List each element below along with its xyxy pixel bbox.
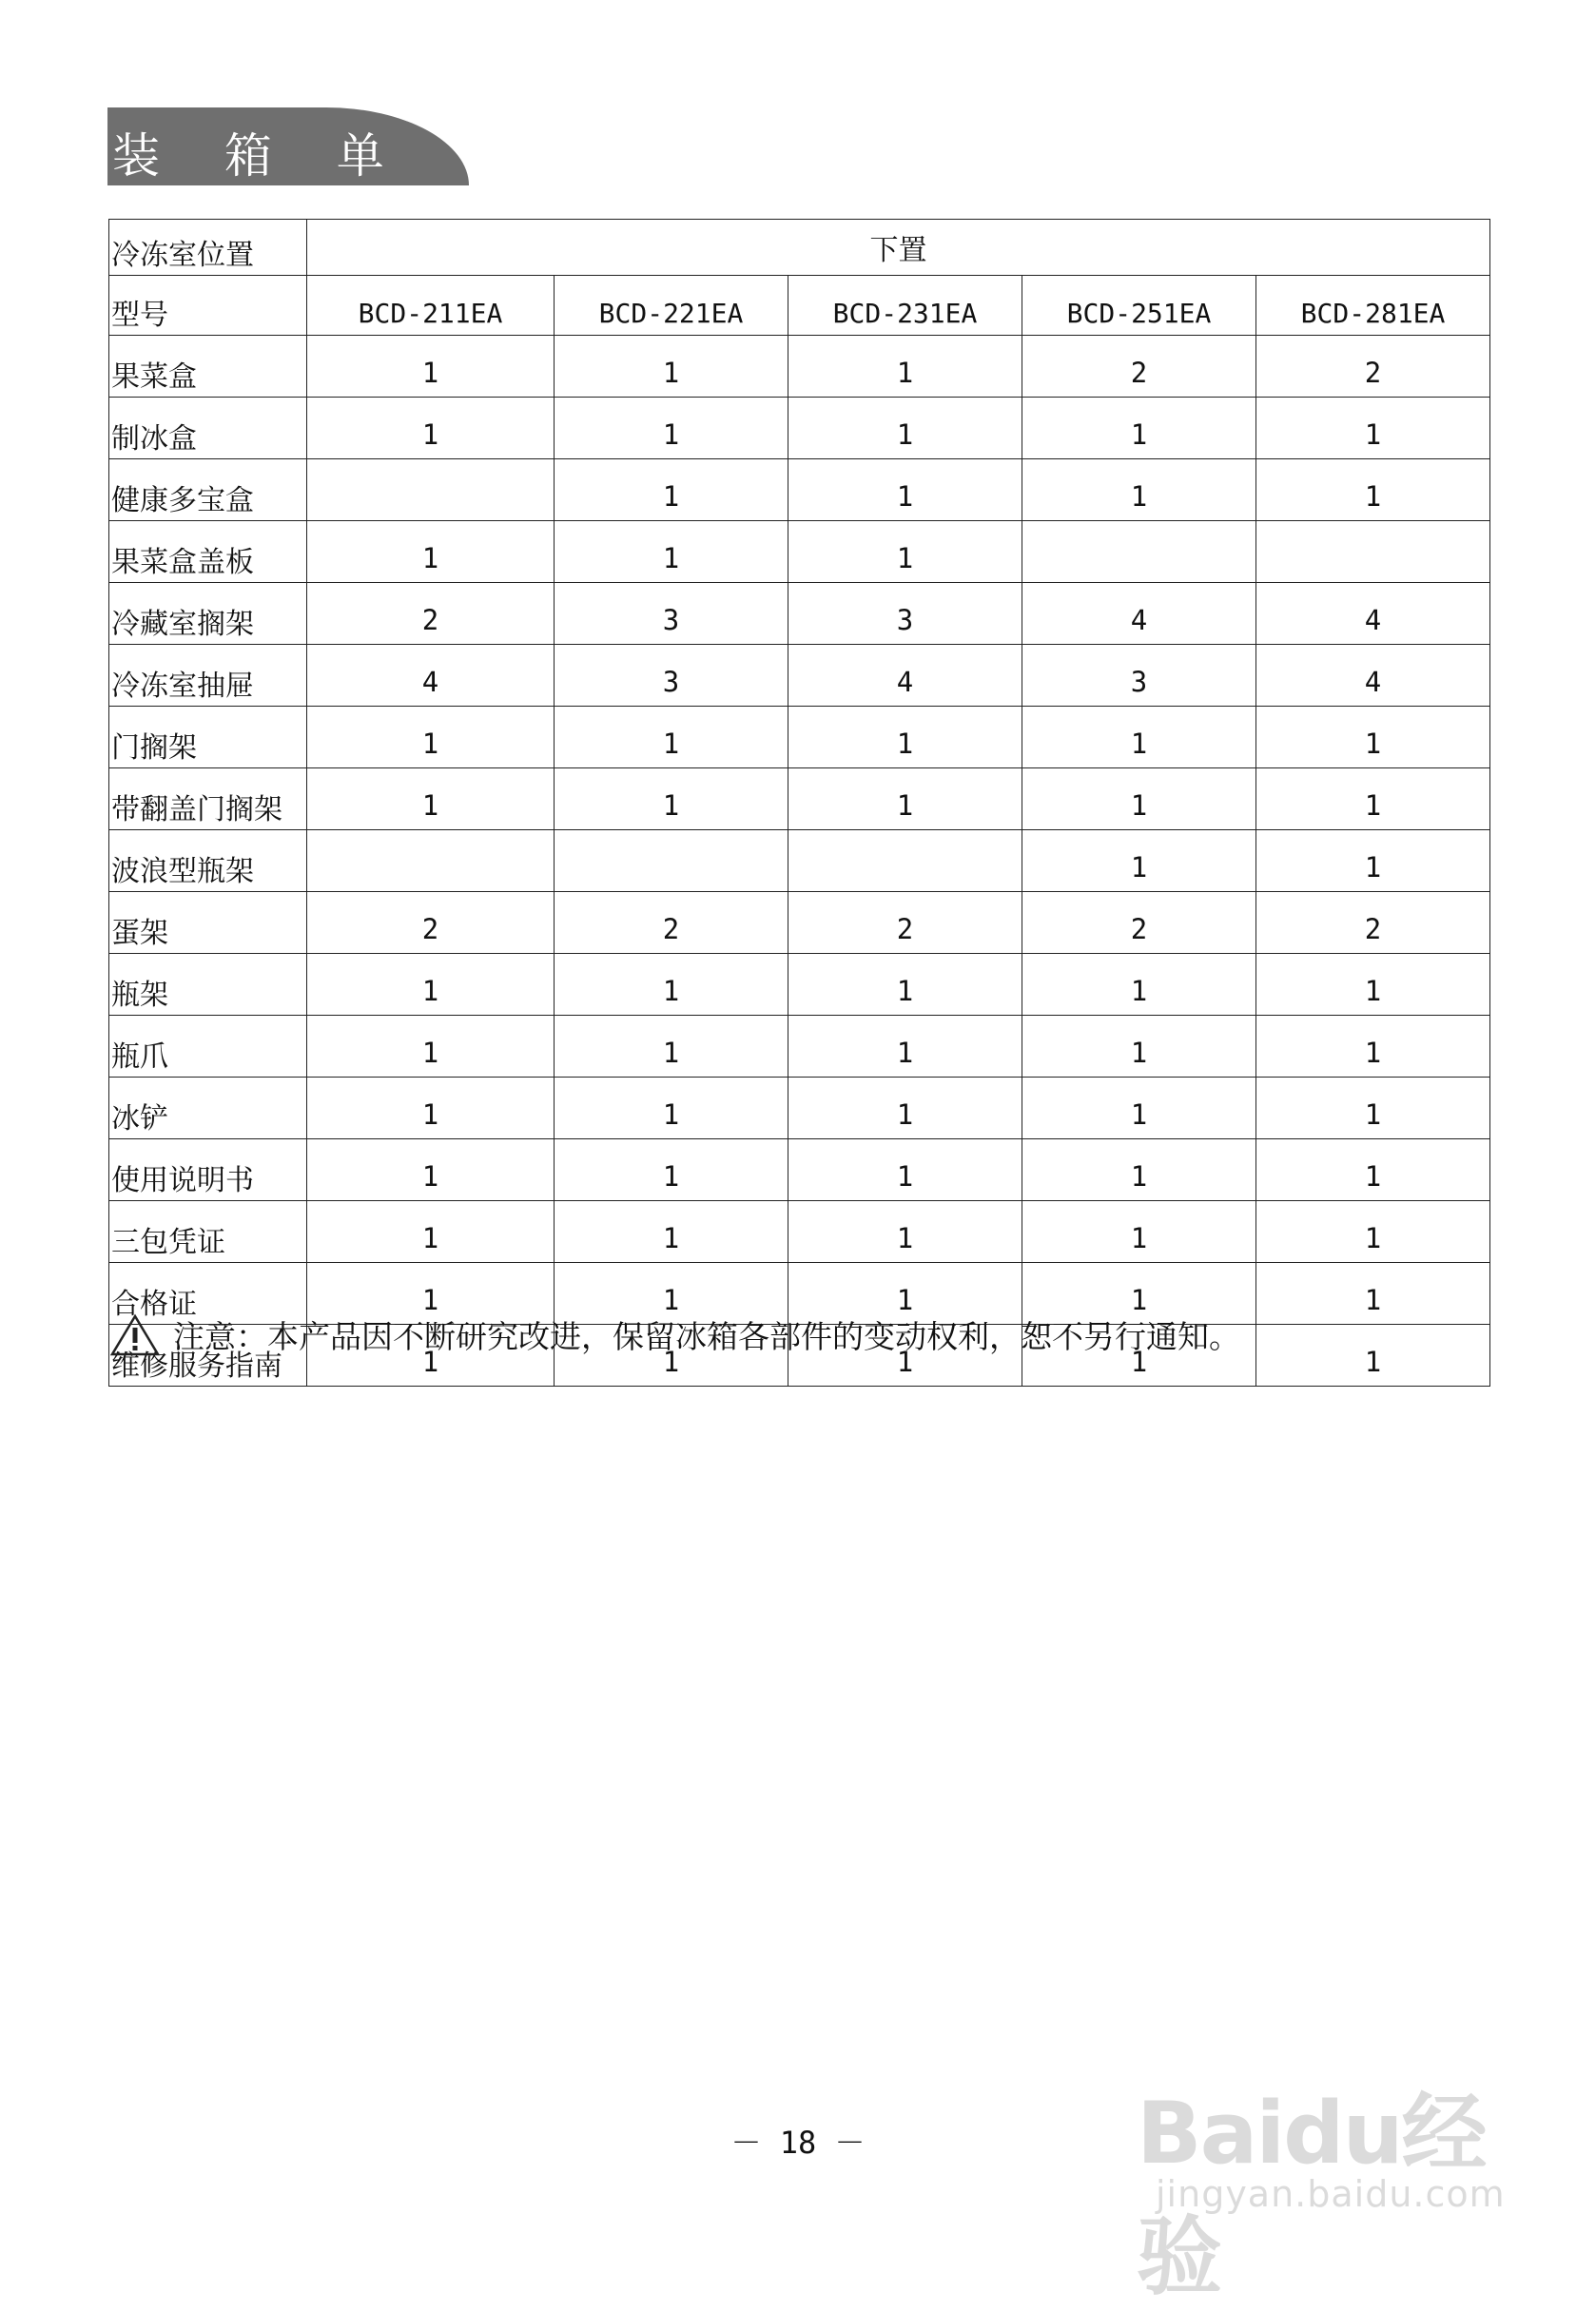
quantity-cell: 1	[1022, 954, 1256, 1016]
quantity-cell: 1	[788, 398, 1022, 459]
item-name: 冷冻室抽屉	[109, 645, 307, 707]
table-row	[109, 336, 1490, 398]
item-name: 果菜盒盖板	[109, 521, 307, 583]
quantity-cell: 1	[1256, 459, 1490, 521]
quantity-cell: 3	[788, 583, 1022, 645]
item-name: 健康多宝盒	[109, 459, 307, 521]
item-name: 合格证	[109, 1263, 307, 1325]
quantity-cell: 4	[788, 645, 1022, 707]
model-cell: BCD-251EA	[1022, 276, 1256, 336]
notice-text: 注意：本产品因不断研究改进，保留冰箱各部件的变动权利，恕不另行通知。	[173, 1318, 1240, 1355]
quantity-cell: 2	[1022, 336, 1256, 398]
item-name: 门搁架	[109, 707, 307, 768]
quantity-cell: 1	[555, 1201, 788, 1263]
quantity-cell: 1	[1022, 830, 1256, 892]
quantity-cell: 1	[1022, 398, 1256, 459]
quantity-cell: 1	[555, 1263, 788, 1325]
quantity-cell: 1	[1022, 1139, 1256, 1201]
quantity-cell: 2	[1256, 336, 1490, 398]
quantity-cell: 1	[1022, 1325, 1256, 1387]
quantity-cell: 1	[307, 1201, 555, 1263]
item-name: 制冰盒	[109, 398, 307, 459]
warning-icon	[110, 1313, 160, 1357]
quantity-cell: 1	[788, 1325, 1022, 1387]
quantity-cell: 1	[307, 521, 555, 583]
item-name: 瓶架	[109, 954, 307, 1016]
quantity-cell	[555, 830, 788, 892]
quantity-cell: 1	[307, 768, 555, 830]
quantity-cell: 1	[788, 1201, 1022, 1263]
table-row	[109, 707, 1490, 768]
table-row	[109, 768, 1490, 830]
model-cell: BCD-281EA	[1256, 276, 1490, 336]
quantity-cell	[788, 830, 1022, 892]
quantity-cell: 2	[307, 583, 555, 645]
table-row	[109, 1201, 1490, 1263]
quantity-cell	[1022, 521, 1256, 583]
quantity-cell: 1	[307, 336, 555, 398]
watermark-url: jingyan.baidu.com	[1156, 2173, 1506, 2215]
quantity-cell: 1	[555, 1325, 788, 1387]
quantity-cell: 1	[1022, 1201, 1256, 1263]
table-row	[109, 398, 1490, 459]
item-name: 蛋架	[109, 892, 307, 954]
quantity-cell: 2	[788, 892, 1022, 954]
quantity-cell: 1	[307, 1016, 555, 1078]
quantity-cell: 1	[788, 521, 1022, 583]
quantity-cell: 3	[555, 583, 788, 645]
quantity-cell	[1256, 521, 1490, 583]
table-row	[109, 521, 1490, 583]
model-cell: BCD-221EA	[555, 276, 788, 336]
quantity-cell: 1	[788, 1078, 1022, 1139]
model-cell: BCD-211EA	[307, 276, 555, 336]
quantity-cell: 3	[1022, 645, 1256, 707]
quantity-cell: 1	[555, 1016, 788, 1078]
quantity-cell: 1	[788, 954, 1022, 1016]
quantity-cell: 1	[1022, 768, 1256, 830]
quantity-cell: 1	[307, 1139, 555, 1201]
position-label: 冷冻室位置	[109, 220, 307, 276]
item-name: 果菜盒	[109, 336, 307, 398]
table-row	[109, 1016, 1490, 1078]
quantity-cell: 1	[555, 336, 788, 398]
table-row	[109, 830, 1490, 892]
quantity-cell: 1	[788, 459, 1022, 521]
item-name: 使用说明书	[109, 1139, 307, 1201]
quantity-cell: 1	[1256, 768, 1490, 830]
table-row	[109, 1078, 1490, 1139]
quantity-cell: 2	[1256, 892, 1490, 954]
quantity-cell: 1	[555, 768, 788, 830]
quantity-cell: 1	[307, 1325, 555, 1387]
table-row	[109, 583, 1490, 645]
quantity-cell: 4	[307, 645, 555, 707]
position-row	[109, 220, 1490, 276]
quantity-cell: 1	[788, 707, 1022, 768]
quantity-cell: 1	[1256, 707, 1490, 768]
quantity-cell: 1	[788, 1016, 1022, 1078]
quantity-cell: 1	[307, 707, 555, 768]
quantity-cell: 2	[555, 892, 788, 954]
table-row	[109, 1139, 1490, 1201]
quantity-cell: 4	[1022, 583, 1256, 645]
page-number: － 18 －	[730, 2125, 866, 2161]
quantity-cell: 1	[1256, 1016, 1490, 1078]
notice	[110, 1312, 1240, 1357]
item-name: 三包凭证	[109, 1201, 307, 1263]
quantity-cell: 1	[1022, 1078, 1256, 1139]
quantity-cell: 1	[1256, 1139, 1490, 1201]
quantity-cell: 2	[307, 892, 555, 954]
table-row	[109, 645, 1490, 707]
item-name: 带翻盖门搁架	[109, 768, 307, 830]
quantity-cell: 1	[1256, 1263, 1490, 1325]
quantity-cell: 1	[1256, 1325, 1490, 1387]
quantity-cell: 1	[1022, 707, 1256, 768]
quantity-cell: 1	[555, 1139, 788, 1201]
watermark	[1137, 2026, 1536, 2307]
quantity-cell: 1	[555, 459, 788, 521]
quantity-cell: 1	[788, 768, 1022, 830]
model-cell: BCD-231EA	[788, 276, 1022, 336]
quantity-cell: 1	[307, 1263, 555, 1325]
item-name: 波浪型瓶架	[109, 830, 307, 892]
quantity-cell: 1	[555, 707, 788, 768]
item-name: 瓶爪	[109, 1016, 307, 1078]
quantity-cell: 1	[788, 1263, 1022, 1325]
quantity-cell: 1	[307, 1078, 555, 1139]
quantity-cell: 1	[788, 336, 1022, 398]
quantity-cell: 1	[555, 1078, 788, 1139]
quantity-cell: 1	[555, 521, 788, 583]
quantity-cell: 1	[1022, 1016, 1256, 1078]
quantity-cell: 1	[555, 398, 788, 459]
quantity-cell: 1	[788, 1139, 1022, 1201]
quantity-cell: 1	[1256, 398, 1490, 459]
quantity-cell: 1	[1256, 954, 1490, 1016]
quantity-cell: 1	[555, 954, 788, 1016]
item-name: 维修服务指南	[109, 1325, 307, 1387]
table-row	[109, 892, 1490, 954]
quantity-cell: 4	[1256, 645, 1490, 707]
quantity-cell: 1	[307, 398, 555, 459]
item-name: 冷藏室搁架	[109, 583, 307, 645]
model-label: 型号	[109, 276, 307, 336]
quantity-cell: 1	[307, 954, 555, 1016]
packing-list-table	[108, 219, 1490, 1387]
watermark-logo: Baidu经验	[1137, 2084, 1486, 2307]
quantity-cell: 1	[1256, 1201, 1490, 1263]
table-row	[109, 459, 1490, 521]
item-name: 冰铲	[109, 1078, 307, 1139]
quantity-cell: 1	[1256, 830, 1490, 892]
quantity-cell	[307, 459, 555, 521]
quantity-cell: 3	[555, 645, 788, 707]
quantity-cell: 1	[1022, 1263, 1256, 1325]
model-row	[109, 276, 1490, 336]
quantity-cell: 1	[1256, 1078, 1490, 1139]
quantity-cell	[307, 830, 555, 892]
quantity-cell: 4	[1256, 583, 1490, 645]
quantity-cell: 2	[1022, 892, 1256, 954]
page-title: 装 箱 单	[112, 128, 409, 184]
table-row	[109, 954, 1490, 1016]
quantity-cell: 1	[1022, 459, 1256, 521]
position-value: 下置	[307, 220, 1490, 276]
